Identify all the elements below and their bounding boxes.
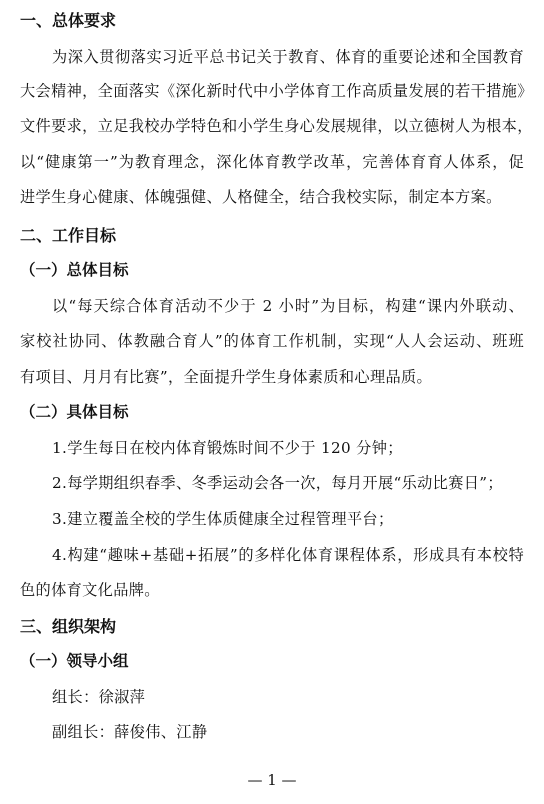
section-1-heading: 一、总体要求 bbox=[20, 11, 117, 30]
paragraph-line: 有项目、月月有比赛”，全面提升学生身体素质和心理品质。 bbox=[20, 368, 433, 386]
subsection-overall-goal-heading: （一）总体目标 bbox=[20, 261, 129, 279]
paragraph-line: 大会精神，全面落实《深化新时代中小学体育工作高质量发展的若干措施》 bbox=[20, 82, 533, 100]
section-3-heading: 三、组织架构 bbox=[20, 617, 117, 636]
paragraph-line: 文件要求，立足我校办学特色和小学生身心发展规律，以立德树人为根本， bbox=[20, 117, 533, 135]
subsection-leadership-heading: （一）领导小组 bbox=[20, 652, 129, 670]
goal-list-item: 3.建立覆盖全校的学生体质健康全过程管理平台； bbox=[52, 510, 394, 528]
subsection-specific-goals-heading: （二）具体目标 bbox=[20, 403, 129, 421]
leader-line: 组长：徐淑萍 bbox=[52, 688, 146, 706]
paragraph-line: 家校社协同、体教融合育人”的体育工作机制，实现“人人会运动、班班 bbox=[20, 332, 524, 350]
section-2-heading: 二、工作目标 bbox=[20, 226, 117, 245]
goal-list-item-continuation: 色的体育文化品牌。 bbox=[20, 581, 160, 599]
goal-list-item: 4.构建“趣味+基础+拓展”的多样化体育课程体系，形成具有本校特 bbox=[52, 546, 524, 564]
deputy-leader-line: 副组长：薛俊伟、江静 bbox=[52, 723, 208, 741]
paragraph-line: 为深入贯彻落实习近平总书记关于教育、体育的重要论述和全国教育 bbox=[52, 48, 524, 66]
page-number: — 1 — bbox=[247, 771, 297, 789]
goal-list-item: 1.学生每日在校内体育锻炼时间不少于 120 分钟； bbox=[52, 439, 403, 457]
paragraph-line: 以“健康第一”为教育理念，深化体育教学改革，完善体育育人体系，促 bbox=[20, 153, 524, 171]
paragraph-line: 进学生身心健康、体魄强健、人格健全，结合我校实际，制定本方案。 bbox=[20, 188, 502, 206]
paragraph-line: 以“每天综合体育活动不少于 2 小时”为目标，构建“课内外联动、 bbox=[52, 297, 524, 315]
goal-list-item: 2.每学期组织春季、冬季运动会各一次，每月开展“乐动比赛日”； bbox=[52, 474, 503, 492]
